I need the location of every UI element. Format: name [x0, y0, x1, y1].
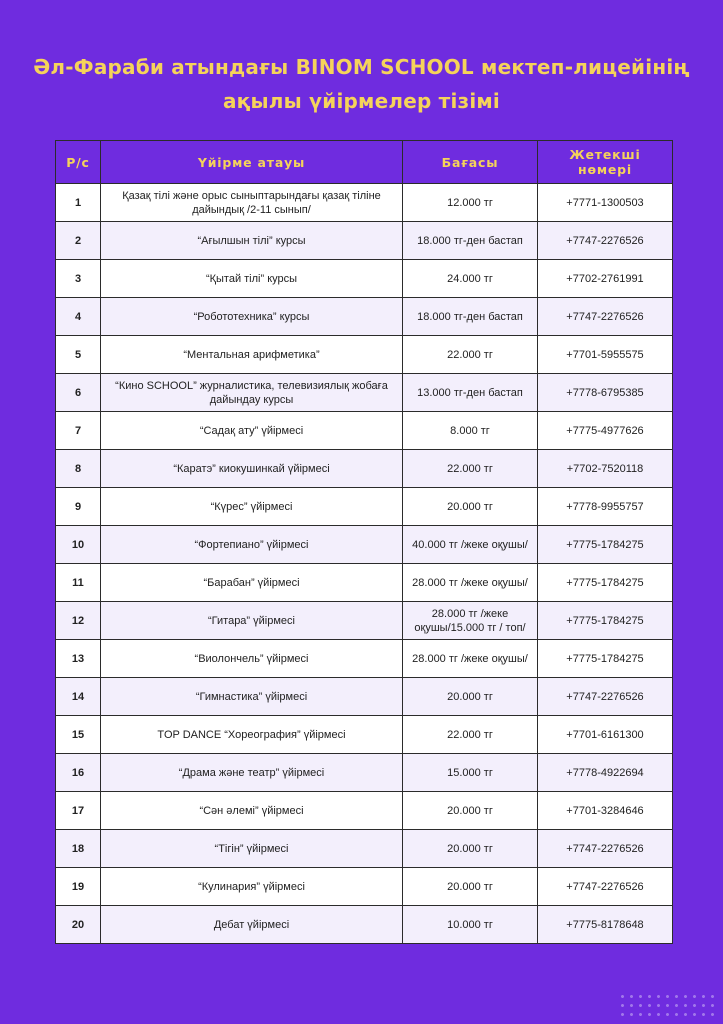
- club-price: 12.000 тг: [403, 184, 538, 222]
- club-phone: +7778-9955757: [538, 488, 673, 526]
- club-name: “Робототехника” курсы: [101, 298, 403, 336]
- club-name: TOP DANCE “Хореография” үйірмесі: [101, 716, 403, 754]
- table-row: [56, 184, 673, 222]
- club-price: 28.000 тг /жеке оқушы/: [403, 640, 538, 678]
- header-club-name: Үйірме атауы: [101, 141, 403, 184]
- club-price: 22.000 тг: [403, 336, 538, 374]
- club-phone: +7775-1784275: [538, 564, 673, 602]
- club-price: 15.000 тг: [403, 754, 538, 792]
- table-row: [56, 374, 673, 412]
- table-row: [56, 830, 673, 868]
- page-title-line-1: Әл-Фараби атындағы BINOM SCHOOL мектеп-лицейінің: [33, 55, 690, 79]
- club-name: “Фортепиано” үйірмесі: [101, 526, 403, 564]
- page-title: [0, 50, 723, 118]
- club-phone: +7702-7520118: [538, 450, 673, 488]
- club-phone: +7701-5955575: [538, 336, 673, 374]
- table-row: [56, 564, 673, 602]
- club-price: 20.000 тг: [403, 678, 538, 716]
- club-name: “Гимнастика” үйірмесі: [101, 678, 403, 716]
- row-number: 3: [56, 260, 101, 298]
- row-number: 16: [56, 754, 101, 792]
- club-name: Дебат үйірмесі: [101, 906, 403, 944]
- club-phone: +7778-6795385: [538, 374, 673, 412]
- club-price: 22.000 тг: [403, 716, 538, 754]
- row-number: 13: [56, 640, 101, 678]
- club-name: Қазақ тілі және орыс сыныптарындағы қазақ тіліне дайындық /2-11 сынып/: [101, 184, 403, 222]
- club-name: “Барабан” үйірмесі: [101, 564, 403, 602]
- row-number: 14: [56, 678, 101, 716]
- row-number: 2: [56, 222, 101, 260]
- table-row: [56, 868, 673, 906]
- club-price: 40.000 тг /жеке оқушы/: [403, 526, 538, 564]
- club-phone: +7702-2761991: [538, 260, 673, 298]
- club-phone: +7747-2276526: [538, 298, 673, 336]
- club-price: 10.000 тг: [403, 906, 538, 944]
- table-header-row: [56, 141, 673, 184]
- club-price: 24.000 тг: [403, 260, 538, 298]
- row-number: 6: [56, 374, 101, 412]
- table-row: [56, 412, 673, 450]
- club-name: “Қытай тілі” курсы: [101, 260, 403, 298]
- club-name: “Садақ ату” үйірмесі: [101, 412, 403, 450]
- header-price: Бағасы: [403, 141, 538, 184]
- row-number: 11: [56, 564, 101, 602]
- table-row: [56, 260, 673, 298]
- club-price: 13.000 тг-ден бастап: [403, 374, 538, 412]
- club-phone: +7701-3284646: [538, 792, 673, 830]
- club-phone: +7747-2276526: [538, 222, 673, 260]
- table-row: [56, 602, 673, 640]
- club-price: 20.000 тг: [403, 830, 538, 868]
- row-number: 4: [56, 298, 101, 336]
- club-phone: +7771-1300503: [538, 184, 673, 222]
- club-phone: +7775-1784275: [538, 526, 673, 564]
- row-number: 17: [56, 792, 101, 830]
- table-row: [56, 792, 673, 830]
- row-number: 9: [56, 488, 101, 526]
- row-number: 10: [56, 526, 101, 564]
- decorative-dots: [618, 992, 718, 1022]
- row-number: 5: [56, 336, 101, 374]
- club-phone: +7747-2276526: [538, 678, 673, 716]
- club-name: “Кулинария” үйірмесі: [101, 868, 403, 906]
- club-phone: +7775-1784275: [538, 602, 673, 640]
- row-number: 15: [56, 716, 101, 754]
- header-phone: Жетекші нөмері: [538, 141, 673, 184]
- club-price: 20.000 тг: [403, 868, 538, 906]
- club-name: “Гитара” үйірмесі: [101, 602, 403, 640]
- club-phone: +7701-6161300: [538, 716, 673, 754]
- table-row: [56, 222, 673, 260]
- club-name: “Ментальная арифметика”: [101, 336, 403, 374]
- club-name: “Күрес” үйірмесі: [101, 488, 403, 526]
- club-phone: +7747-2276526: [538, 830, 673, 868]
- row-number: 19: [56, 868, 101, 906]
- row-number: 20: [56, 906, 101, 944]
- club-price: 28.000 тг /жеке оқушы/15.000 тг / топ/: [403, 602, 538, 640]
- table-row: [56, 640, 673, 678]
- table-body: [56, 184, 673, 944]
- club-phone: +7775-8178648: [538, 906, 673, 944]
- club-price: 18.000 тг-ден бастап: [403, 298, 538, 336]
- table-row: [56, 716, 673, 754]
- row-number: 12: [56, 602, 101, 640]
- table-row: [56, 298, 673, 336]
- page-title-line-2: ақылы үйірмелер тізімі: [222, 89, 500, 113]
- club-name: “Сән әлемі” үйірмесі: [101, 792, 403, 830]
- table-row: [56, 526, 673, 564]
- club-phone: +7775-4977626: [538, 412, 673, 450]
- clubs-table: [55, 140, 673, 944]
- row-number: 8: [56, 450, 101, 488]
- club-name: “Ағылшын тілі” курсы: [101, 222, 403, 260]
- row-number: 18: [56, 830, 101, 868]
- table-row: [56, 336, 673, 374]
- club-price: 18.000 тг-ден бастап: [403, 222, 538, 260]
- club-name: “Кино SCHOOL” журналистика, телевизиялық жобаға дайындау курсы: [101, 374, 403, 412]
- table-row: [56, 678, 673, 716]
- club-phone: +7775-1784275: [538, 640, 673, 678]
- club-name: “Драма және театр” үйірмесі: [101, 754, 403, 792]
- table-row: [56, 488, 673, 526]
- club-price: 8.000 тг: [403, 412, 538, 450]
- row-number: 7: [56, 412, 101, 450]
- header-number: Р/с: [56, 141, 101, 184]
- table-row: [56, 754, 673, 792]
- club-price: 20.000 тг: [403, 792, 538, 830]
- table-row: [56, 450, 673, 488]
- club-phone: +7778-4922694: [538, 754, 673, 792]
- club-name: “Каратэ” киокушинкай үйірмесі: [101, 450, 403, 488]
- club-phone: +7747-2276526: [538, 868, 673, 906]
- table-row: [56, 906, 673, 944]
- club-name: “Тігін” үйірмесі: [101, 830, 403, 868]
- club-price: 28.000 тг /жеке оқушы/: [403, 564, 538, 602]
- row-number: 1: [56, 184, 101, 222]
- club-price: 22.000 тг: [403, 450, 538, 488]
- club-price: 20.000 тг: [403, 488, 538, 526]
- club-name: “Виолончель” үйірмесі: [101, 640, 403, 678]
